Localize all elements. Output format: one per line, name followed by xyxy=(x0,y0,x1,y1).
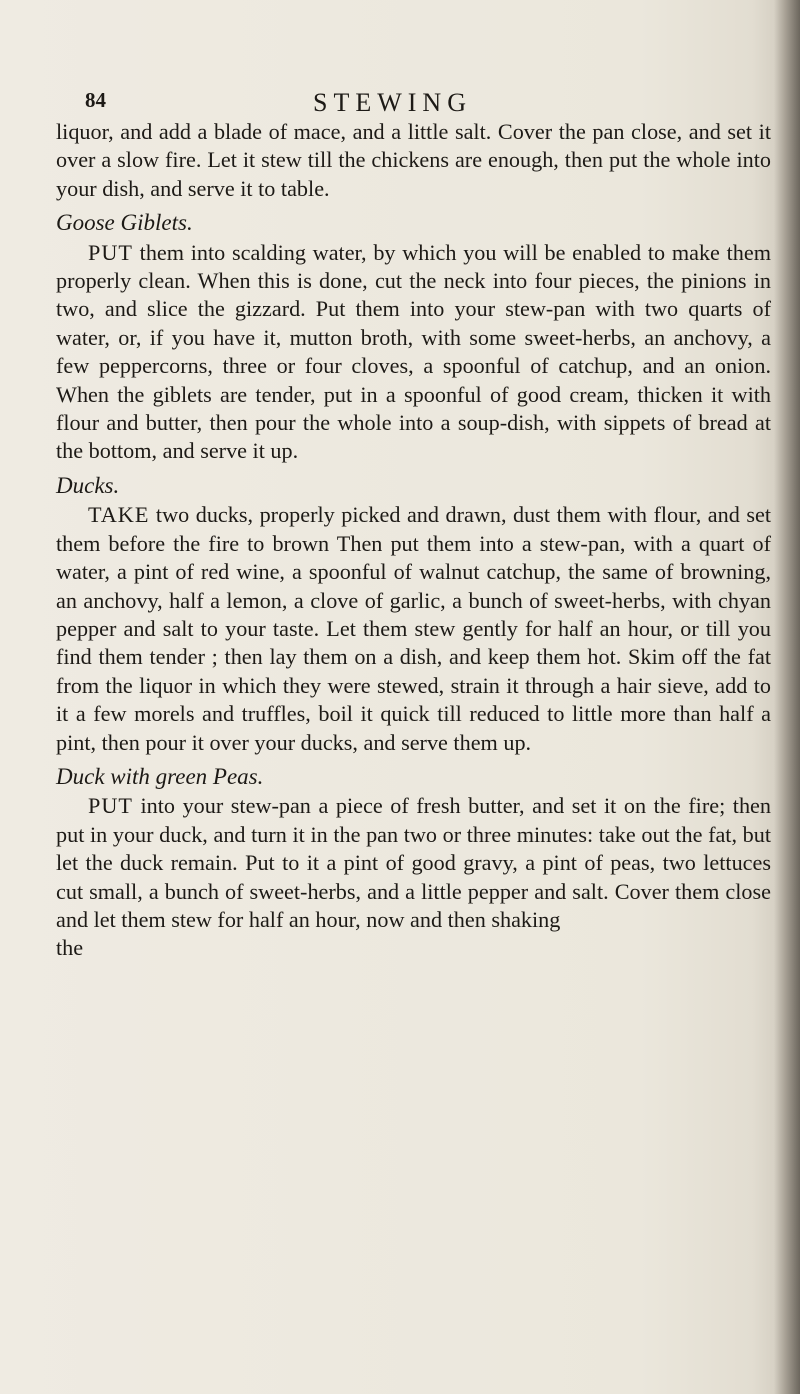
paragraph-lead-word: PUT xyxy=(88,793,133,819)
paragraph-body: them into scalding water, by which you will be enabled to make them properly clean. When this is done, cut the neck into four pieces, the pinions in two, and slice the gizzard. Put them into your stew-pan with two quarts of water, or, if you have it, mutton broth, with some sweet-herbs, an anchovy, a few peppercorns, three or four cloves, a spoonful of catchup, and an onion. When the giblets are tender, put in a spoonful of good cream, thicken it with flour and butter, then pour the whole into a soup-dish, with sippets of bread at the bottom, and serve it up. xyxy=(56,239,771,464)
catchword: the xyxy=(56,935,84,961)
page-gutter-shadow xyxy=(774,0,800,1394)
paragraph-lead-word: PUT xyxy=(88,239,133,265)
recipe-heading-duck-green-peas: Duck with green Peas. xyxy=(56,763,264,789)
running-head: STEWING xyxy=(313,88,472,117)
paragraph-lead-word: TAKE xyxy=(88,502,150,528)
paragraph-body: into your stew-pan a piece of fresh butter, and set it on the fire; then put in your duck, and turn it in the pan two or three minutes: take out the fat, but let the duck remain. Put to it a pint of good gravy, a pint of peas, two lettuces cut small, a bunch of sweet-herbs, and a little pepper and salt. Cover them close and let them stew for half an hour, now and then shaking xyxy=(56,793,771,932)
page-number: 84 xyxy=(85,88,106,112)
recipe-paragraph-goose-giblets xyxy=(56,239,771,466)
paragraph-body: two ducks, properly picked and drawn, dust them with flour, and set them before the fire to brown Then put them into a stew-pan, with a quart of water, a pint of red wine, a spoonful of walnut catchup, the same of browning, an anchovy, half a lemon, a clove of garlic, a bunch of sweet-herbs, with chyan pepper and salt to your taste. Let them stew gently for half an hour, or till you find them tender ; then lay them on a dish, and keep them hot. Skim off the fat from the liquor in which they were stewed, strain it through a hair sieve, add to it a few morels and truffles, boil it quick till reduced to little more than half a pint, then pour it over your ducks, and serve them up. xyxy=(56,502,772,755)
recipe-paragraph-duck-green-peas xyxy=(56,792,771,934)
page-header xyxy=(85,88,725,122)
page-text xyxy=(56,118,771,963)
continued-paragraph: liquor, and add a blade of mace, and a little salt. Cover the pan close, and set it over a slow fire. Let it stew till the chickens are enough, then put the whole into your dish, and serve it to table. xyxy=(56,119,771,201)
recipe-heading-goose-giblets: Goose Giblets. xyxy=(56,210,193,236)
recipe-heading-ducks: Ducks. xyxy=(56,472,120,498)
recipe-paragraph-ducks xyxy=(56,501,771,757)
